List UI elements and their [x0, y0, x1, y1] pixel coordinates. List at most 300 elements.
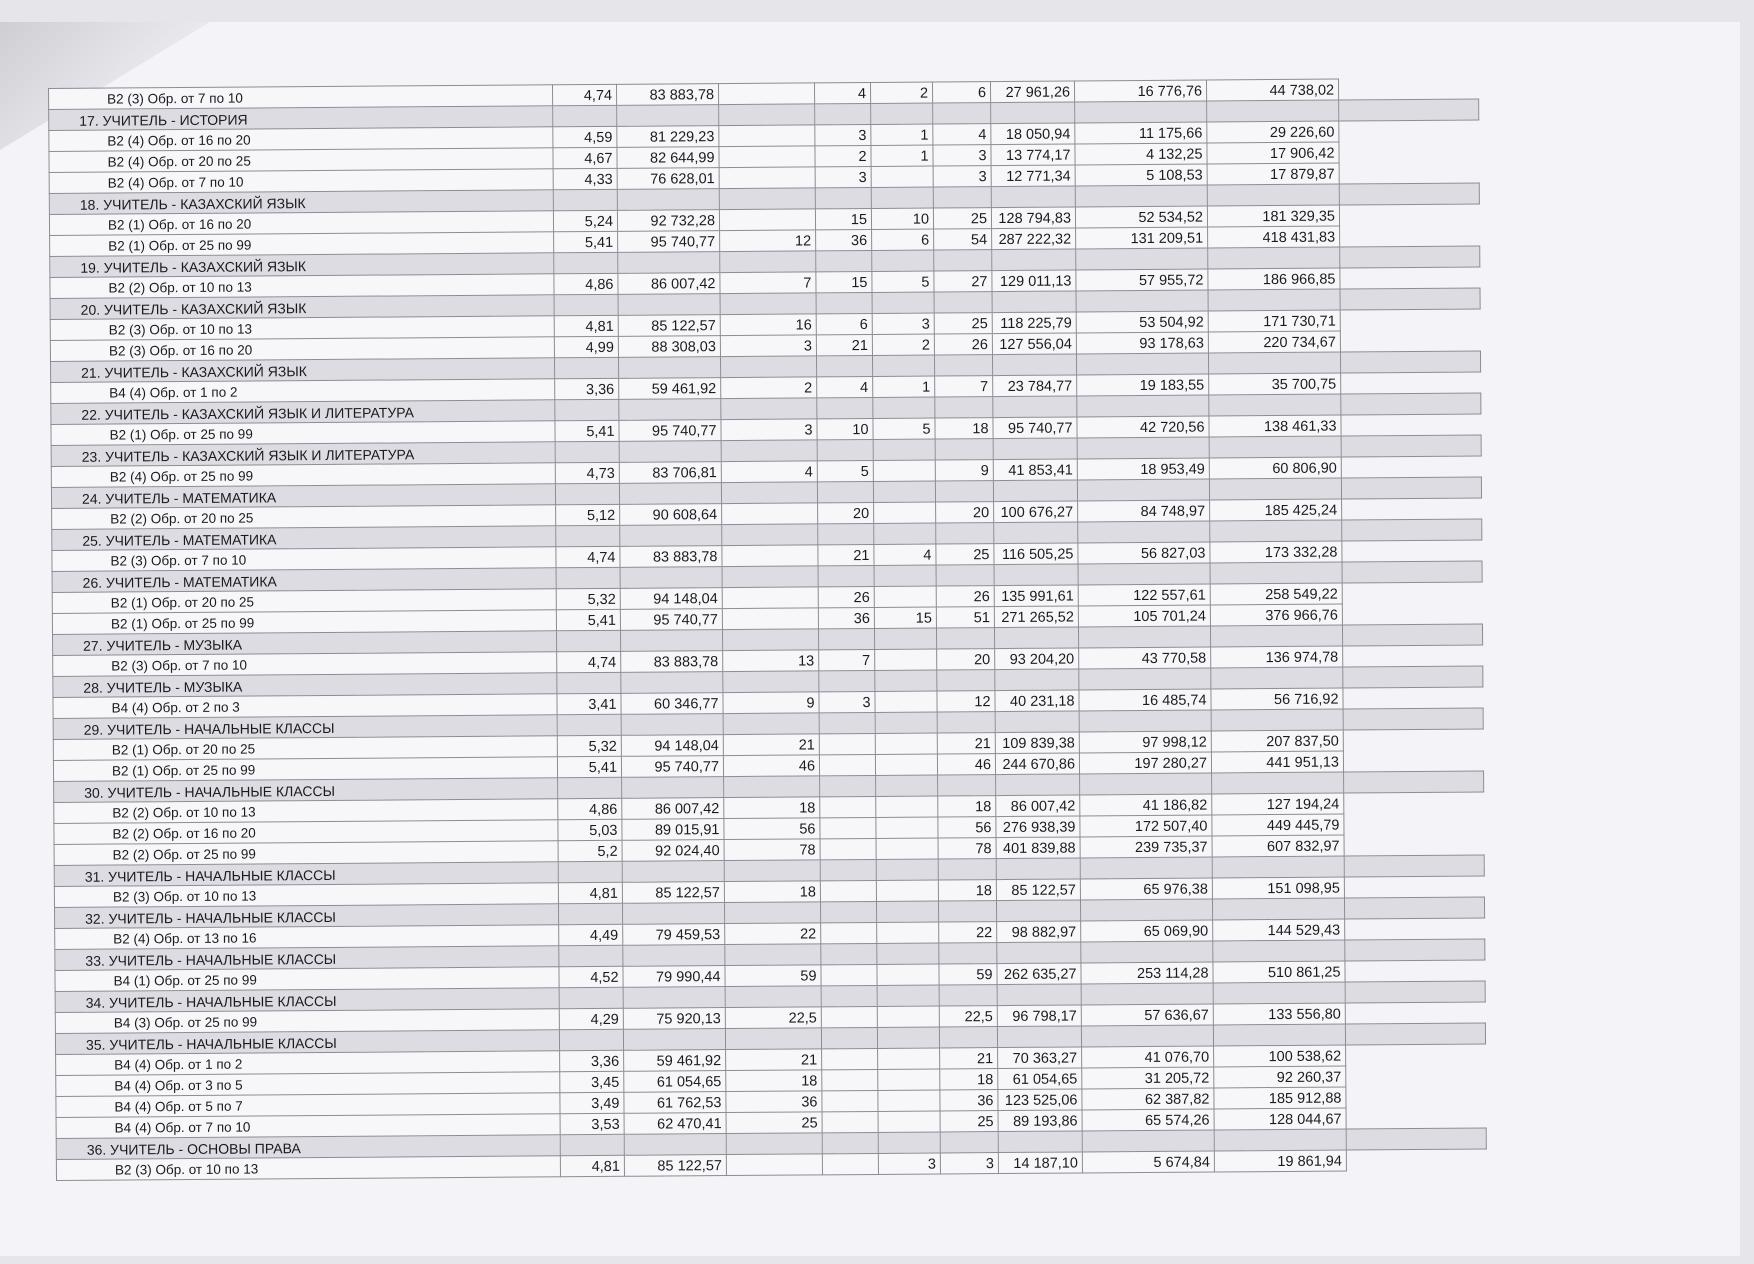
empty-cell: [1208, 352, 1340, 374]
empty-cell: [874, 628, 936, 649]
allowance-cell: 131 209,51: [1076, 227, 1208, 249]
category-label: В4 (3) Обр. от 25 по 99: [55, 1009, 559, 1034]
hours-c-cell: [878, 1048, 940, 1069]
empty-cell: [622, 777, 724, 799]
allowance-cell: 105 701,24: [1078, 605, 1210, 627]
sum-cell: 220 734,67: [1208, 331, 1340, 353]
hours-b-cell: [820, 838, 876, 859]
sum-cell: 19 861,94: [1214, 1150, 1346, 1172]
empty-cell: [1077, 479, 1209, 501]
hours-b-cell: 15: [815, 208, 871, 229]
empty-cell: [1209, 394, 1341, 416]
allowance-cell: 57 636,67: [1081, 1004, 1213, 1026]
empty-cell: [555, 483, 619, 504]
empty-cell: [933, 187, 991, 208]
section-title: 25. УЧИТЕЛЬ - МАТЕМАТИКА: [52, 526, 556, 551]
hours-b-cell: [819, 733, 875, 754]
hours-a-cell: 16: [720, 314, 816, 336]
category-label: В2 (1) Обр. от 20 по 25: [53, 736, 557, 761]
amount-cell: 262 635,27: [997, 963, 1081, 985]
amount-cell: 271 265,52: [994, 606, 1078, 628]
category-label: В4 (4) Обр. от 3 по 5: [56, 1072, 560, 1097]
empty-cell: [623, 945, 725, 967]
empty-cell: [1346, 1128, 1486, 1150]
allowance-cell: 53 504,92: [1076, 311, 1208, 333]
hours-c-cell: [875, 649, 937, 670]
empty-cell: [558, 777, 622, 798]
hours-b-cell: [822, 1111, 878, 1132]
empty-cell: [1210, 562, 1342, 584]
empty-cell: [1341, 435, 1481, 457]
hours-a-cell: 7: [720, 272, 816, 294]
base-salary-cell: 61 762,53: [624, 1092, 726, 1114]
empty-cell: [820, 775, 876, 796]
category-label: В2 (1) Обр. от 25 по 99: [52, 610, 556, 635]
amount-cell: 70 363,27: [998, 1047, 1082, 1069]
empty-cell: [553, 105, 617, 126]
empty-cell: [1078, 563, 1210, 585]
empty-cell: [557, 714, 621, 735]
category-label: В2 (4) Обр. от 25 по 99: [51, 463, 555, 488]
hours-c-cell: 10: [871, 208, 933, 229]
empty-cell: [1344, 897, 1484, 919]
base-salary-cell: 85 122,57: [618, 315, 720, 337]
empty-cell: [935, 439, 993, 460]
allowance-cell: 253 114,28: [1081, 962, 1213, 984]
hours-total-cell: 4: [933, 124, 991, 145]
allowance-cell: 11 175,66: [1075, 122, 1207, 144]
hours-a-cell: 25: [726, 1112, 822, 1134]
hours-total-cell: 20: [937, 649, 995, 670]
empty-cell: [935, 481, 993, 502]
hours-b-cell: 20: [818, 502, 874, 523]
empty-cell: [554, 294, 618, 315]
allowance-cell: 122 557,61: [1078, 584, 1210, 606]
empty-cell: [1078, 626, 1210, 648]
amount-cell: 93 204,20: [995, 648, 1079, 670]
allowance-cell: 84 748,97: [1078, 500, 1210, 522]
coefficient-cell: 5,24: [553, 210, 617, 231]
hours-total-cell: 7: [935, 376, 993, 397]
hours-a-cell: 3: [720, 335, 816, 357]
section-title: 23. УЧИТЕЛЬ - КАЗАХСКИЙ ЯЗЫК И ЛИТЕРАТУРА: [51, 442, 555, 467]
empty-cell: [556, 630, 620, 651]
empty-cell: [934, 355, 992, 376]
coefficient-cell: 4,81: [560, 1155, 624, 1176]
amount-cell: 40 231,18: [995, 690, 1079, 712]
amount-cell: 86 007,42: [996, 795, 1080, 817]
hours-total-cell: 21: [940, 1048, 998, 1069]
empty-cell: [871, 103, 933, 124]
empty-cell: [816, 250, 872, 271]
empty-cell: [994, 627, 1078, 649]
amount-cell: 128 794,83: [991, 207, 1075, 229]
empty-cell: [620, 567, 722, 589]
empty-cell: [936, 628, 994, 649]
empty-cell: [1342, 519, 1482, 541]
hours-c-cell: [878, 1090, 940, 1111]
empty-cell: [722, 566, 818, 588]
section-title: 36. УЧИТЕЛЬ - ОСНОВЫ ПРАВА: [56, 1135, 560, 1160]
hours-total-cell: 51: [936, 607, 994, 628]
category-label: В2 (1) Обр. от 16 по 20: [49, 211, 553, 236]
category-label: В2 (3) Обр. от 16 по 20: [50, 337, 554, 362]
amount-cell: 85 122,57: [996, 879, 1080, 901]
coefficient-cell: 5,03: [558, 819, 622, 840]
category-label: В2 (3) Обр. от 7 по 10: [49, 85, 553, 110]
empty-cell: [996, 858, 1080, 880]
hours-a-cell: [719, 125, 815, 147]
base-salary-cell: 59 461,92: [619, 378, 721, 400]
table-body: [49, 78, 1487, 1180]
section-title: 35. УЧИТЕЛЬ - НАЧАЛЬНЫЕ КЛАССЫ: [55, 1030, 559, 1055]
empty-cell: [1340, 351, 1480, 373]
empty-cell: [821, 1027, 877, 1048]
empty-cell: [1342, 561, 1482, 583]
empty-cell: [1343, 708, 1483, 730]
empty-cell: [819, 670, 875, 691]
hours-a-cell: 12: [720, 230, 816, 252]
hours-b-cell: [820, 817, 876, 838]
section-title: 19. УЧИТЕЛЬ - КАЗАХСКИЙ ЯЗЫК: [50, 253, 554, 278]
amount-cell: 13 774,17: [991, 144, 1075, 166]
empty-cell: [991, 186, 1075, 208]
empty-cell: [938, 901, 996, 922]
coefficient-cell: 3,41: [557, 693, 621, 714]
base-salary-cell: 88 308,03: [618, 336, 720, 358]
amount-cell: 129 011,13: [992, 270, 1076, 292]
empty-cell: [1209, 436, 1341, 458]
empty-cell: [554, 357, 618, 378]
base-salary-cell: 83 883,78: [621, 651, 723, 673]
amount-cell: 96 798,17: [997, 1005, 1081, 1027]
empty-cell: [936, 565, 994, 586]
empty-cell: [818, 628, 874, 649]
empty-cell: [997, 1026, 1081, 1048]
empty-cell: [998, 1131, 1082, 1153]
hours-c-cell: 1: [871, 145, 933, 166]
hours-b-cell: [820, 796, 876, 817]
amount-cell: 116 505,25: [994, 543, 1078, 565]
empty-cell: [939, 985, 997, 1006]
sum-cell: 185 912,88: [1214, 1087, 1346, 1109]
sum-cell: 100 538,62: [1214, 1045, 1346, 1067]
empty-cell: [994, 564, 1078, 586]
tariff-table: [48, 78, 1487, 1181]
empty-cell: [873, 397, 935, 418]
base-salary-cell: 85 122,57: [624, 1155, 726, 1177]
hours-c-cell: 2: [870, 82, 932, 103]
empty-cell: [619, 399, 721, 421]
empty-cell: [555, 399, 619, 420]
empty-cell: [877, 1027, 939, 1048]
empty-cell: [621, 714, 723, 736]
allowance-cell: 57 955,72: [1076, 269, 1208, 291]
amount-cell: 109 839,38: [995, 732, 1079, 754]
empty-cell: [1214, 1129, 1346, 1151]
empty-cell: [721, 482, 817, 504]
empty-cell: [934, 292, 992, 313]
empty-cell: [623, 1029, 725, 1051]
coefficient-cell: 4,99: [554, 336, 618, 357]
base-salary-cell: 94 148,04: [620, 588, 722, 610]
category-label: В4 (4) Обр. от 5 по 7: [56, 1093, 560, 1118]
base-salary-cell: 95 740,77: [619, 420, 721, 442]
sum-cell: 607 832,97: [1212, 835, 1344, 857]
sum-cell: 60 806,90: [1209, 457, 1341, 479]
empty-cell: [874, 565, 936, 586]
hours-b-cell: 5: [817, 460, 873, 481]
empty-cell: [933, 103, 991, 124]
amount-cell: 127 556,04: [992, 333, 1076, 355]
sum-cell: 258 549,22: [1210, 583, 1342, 605]
empty-cell: [620, 525, 722, 547]
empty-cell: [873, 439, 935, 460]
category-label: В2 (4) Обр. от 7 по 10: [49, 169, 553, 194]
hours-a-cell: 78: [724, 839, 820, 861]
section-title: 21. УЧИТЕЛЬ - КАЗАХСКИЙ ЯЗЫК: [51, 358, 555, 383]
empty-cell: [622, 903, 724, 925]
allowance-cell: 52 534,52: [1075, 206, 1207, 228]
empty-cell: [1076, 248, 1208, 270]
sum-cell: 127 194,24: [1212, 793, 1344, 815]
category-label: В2 (3) Обр. от 10 по 13: [50, 316, 554, 341]
category-label: В2 (3) Обр. от 10 по 13: [56, 1156, 560, 1181]
hours-b-cell: 10: [817, 418, 873, 439]
allowance-cell: 56 827,03: [1078, 542, 1210, 564]
hours-b-cell: [822, 1153, 878, 1174]
coefficient-cell: 4,86: [554, 273, 618, 294]
empty-cell: [721, 440, 817, 462]
empty-cell: [1081, 1025, 1213, 1047]
empty-cell: [991, 102, 1075, 124]
allowance-cell: 42 720,56: [1077, 416, 1209, 438]
empty-cell: [1340, 288, 1480, 310]
empty-cell: [1213, 1024, 1345, 1046]
hours-c-cell: [876, 838, 938, 859]
empty-cell: [623, 987, 725, 1009]
empty-cell: [1211, 709, 1343, 731]
hours-total-cell: 12: [937, 691, 995, 712]
hours-a-cell: 21: [723, 734, 819, 756]
empty-cell: [878, 1132, 940, 1153]
hours-c-cell: [877, 964, 939, 985]
hours-c-cell: [876, 817, 938, 838]
empty-cell: [620, 630, 722, 652]
hours-total-cell: 26: [934, 334, 992, 355]
allowance-cell: 65 069,90: [1081, 920, 1213, 942]
empty-cell: [553, 189, 617, 210]
hours-b-cell: [822, 1048, 878, 1069]
amount-cell: 244 670,86: [995, 753, 1079, 775]
category-label: В4 (4) Обр. от 1 по 2: [56, 1051, 560, 1076]
sum-cell: 151 098,95: [1212, 877, 1344, 899]
category-label: В2 (1) Обр. от 25 по 99: [50, 232, 554, 257]
section-title: 17. УЧИТЕЛЬ - ИСТОРИЯ: [49, 106, 553, 131]
sum-cell: 35 700,75: [1209, 373, 1341, 395]
empty-cell: [819, 712, 875, 733]
allowance-cell: 197 280,27: [1079, 752, 1211, 774]
empty-cell: [725, 944, 821, 966]
category-label: В2 (4) Обр. от 13 по 16: [55, 925, 559, 950]
hours-b-cell: 4: [817, 376, 873, 397]
allowance-cell: 31 205,72: [1082, 1067, 1214, 1089]
hours-total-cell: 3: [933, 166, 991, 187]
empty-cell: [559, 1029, 623, 1050]
sum-cell: 171 730,71: [1208, 310, 1340, 332]
allowance-cell: 18 953,49: [1077, 458, 1209, 480]
empty-cell: [1210, 520, 1342, 542]
empty-cell: [817, 439, 873, 460]
hours-b-cell: 36: [816, 229, 872, 250]
category-label: В2 (2) Обр. от 10 по 13: [50, 274, 554, 299]
coefficient-cell: 3,36: [555, 378, 619, 399]
empty-cell: [1208, 289, 1340, 311]
hours-c-cell: [875, 691, 937, 712]
base-salary-cell: 92 024,40: [622, 840, 724, 862]
hours-a-cell: 2: [721, 377, 817, 399]
empty-cell: [1208, 247, 1340, 269]
hours-b-cell: 21: [818, 544, 874, 565]
coefficient-cell: 5,32: [556, 588, 620, 609]
allowance-cell: 93 178,63: [1076, 332, 1208, 354]
empty-cell: [1345, 1023, 1485, 1045]
empty-cell: [937, 712, 995, 733]
empty-cell: [1080, 857, 1212, 879]
empty-cell: [1076, 353, 1208, 375]
empty-cell: [1076, 290, 1208, 312]
base-salary-cell: 83 883,78: [620, 546, 722, 568]
hours-c-cell: 1: [871, 124, 933, 145]
hours-a-cell: 18: [724, 797, 820, 819]
empty-cell: [560, 1134, 624, 1155]
empty-cell: [1075, 185, 1207, 207]
empty-cell: [939, 1027, 997, 1048]
base-salary-cell: 95 740,77: [618, 231, 720, 253]
category-label: В2 (2) Обр. от 10 по 13: [54, 799, 558, 824]
empty-cell: [871, 187, 933, 208]
coefficient-cell: 5,12: [556, 504, 620, 525]
empty-cell: [872, 292, 934, 313]
coefficient-cell: 4,81: [554, 315, 618, 336]
empty-cell: [1210, 625, 1342, 647]
coefficient-cell: 4,29: [559, 1008, 623, 1029]
amount-cell: 276 938,39: [996, 816, 1080, 838]
allowance-cell: 65 574,26: [1082, 1109, 1214, 1131]
hours-a-cell: [719, 209, 815, 231]
empty-cell: [820, 901, 876, 922]
empty-cell: [558, 903, 622, 924]
empty-cell: [1077, 437, 1209, 459]
hours-a-cell: [722, 608, 818, 630]
coefficient-cell: 4,52: [559, 966, 623, 987]
base-salary-cell: 79 990,44: [623, 966, 725, 988]
base-salary-cell: 82 644,99: [617, 147, 719, 169]
hours-a-cell: 18: [724, 881, 820, 903]
base-salary-cell: 62 470,41: [624, 1113, 726, 1135]
hours-a-cell: [718, 83, 814, 105]
allowance-cell: 239 735,37: [1080, 836, 1212, 858]
category-label: В2 (2) Обр. от 20 по 25: [52, 505, 556, 530]
coefficient-cell: 3,45: [560, 1071, 624, 1092]
hours-b-cell: [822, 1069, 878, 1090]
empty-cell: [617, 105, 719, 127]
hours-c-cell: 5: [873, 418, 935, 439]
category-label: В4 (4) Обр. от 1 по 2: [51, 379, 555, 404]
empty-cell: [997, 942, 1081, 964]
category-label: В2 (3) Обр. от 7 по 10: [53, 652, 557, 677]
amount-cell: 89 193,86: [998, 1110, 1082, 1132]
amount-cell: 287 222,32: [992, 228, 1076, 250]
base-salary-cell: 86 007,42: [618, 273, 720, 295]
hours-b-cell: 26: [818, 586, 874, 607]
coefficient-cell: 5,2: [558, 840, 622, 861]
hours-a-cell: 13: [723, 650, 819, 672]
category-label: В4 (4) Обр. от 7 по 10: [56, 1114, 560, 1139]
hours-c-cell: [875, 754, 937, 775]
empty-cell: [1212, 856, 1344, 878]
coefficient-cell: 4,33: [553, 168, 617, 189]
empty-cell: [993, 480, 1077, 502]
coefficient-cell: 5,32: [557, 735, 621, 756]
hours-total-cell: 18: [935, 418, 993, 439]
section-title: 29. УЧИТЕЛЬ - НАЧАЛЬНЫЕ КЛАССЫ: [53, 715, 557, 740]
empty-cell: [993, 438, 1077, 460]
empty-cell: [1345, 981, 1485, 1003]
empty-cell: [559, 987, 623, 1008]
base-salary-cell: 95 740,77: [621, 756, 723, 778]
hours-c-cell: [874, 586, 936, 607]
hours-a-cell: [719, 167, 815, 189]
empty-cell: [723, 671, 819, 693]
section-title: 18. УЧИТЕЛЬ - КАЗАХСКИЙ ЯЗЫК: [49, 190, 553, 215]
hours-total-cell: 18: [940, 1069, 998, 1090]
base-salary-cell: 92 732,28: [617, 210, 719, 232]
empty-cell: [997, 984, 1081, 1006]
empty-cell: [1207, 184, 1339, 206]
empty-cell: [940, 1132, 998, 1153]
amount-cell: 14 187,10: [998, 1152, 1082, 1174]
sum-cell: 173 332,28: [1210, 541, 1342, 563]
section-title: 24. УЧИТЕЛЬ - МАТЕМАТИКА: [51, 484, 555, 509]
amount-cell: 135 991,61: [994, 585, 1078, 607]
empty-cell: [877, 943, 939, 964]
empty-cell: [622, 861, 724, 883]
hours-b-cell: 6: [816, 313, 872, 334]
sum-cell: 418 431,83: [1208, 226, 1340, 248]
base-salary-cell: 94 148,04: [621, 735, 723, 757]
empty-cell: [821, 985, 877, 1006]
empty-cell: [818, 565, 874, 586]
hours-total-cell: 18: [938, 880, 996, 901]
empty-cell: [935, 397, 993, 418]
base-salary-cell: 79 459,53: [623, 924, 725, 946]
empty-cell: [876, 901, 938, 922]
empty-cell: [874, 523, 936, 544]
hours-a-cell: [722, 503, 818, 525]
sum-cell: 181 329,35: [1207, 205, 1339, 227]
hours-total-cell: 18: [938, 796, 996, 817]
category-label: В4 (4) Обр. от 2 по 3: [53, 694, 557, 719]
empty-cell: [556, 567, 620, 588]
sum-cell: 510 861,25: [1213, 961, 1345, 983]
empty-cell: [992, 291, 1076, 313]
section-title: 33. УЧИТЕЛЬ - НАЧАЛЬНЫЕ КЛАССЫ: [55, 946, 559, 971]
hours-total-cell: 46: [937, 754, 995, 775]
hours-b-cell: 3: [815, 166, 871, 187]
empty-cell: [1343, 666, 1483, 688]
empty-cell: [726, 1133, 822, 1155]
